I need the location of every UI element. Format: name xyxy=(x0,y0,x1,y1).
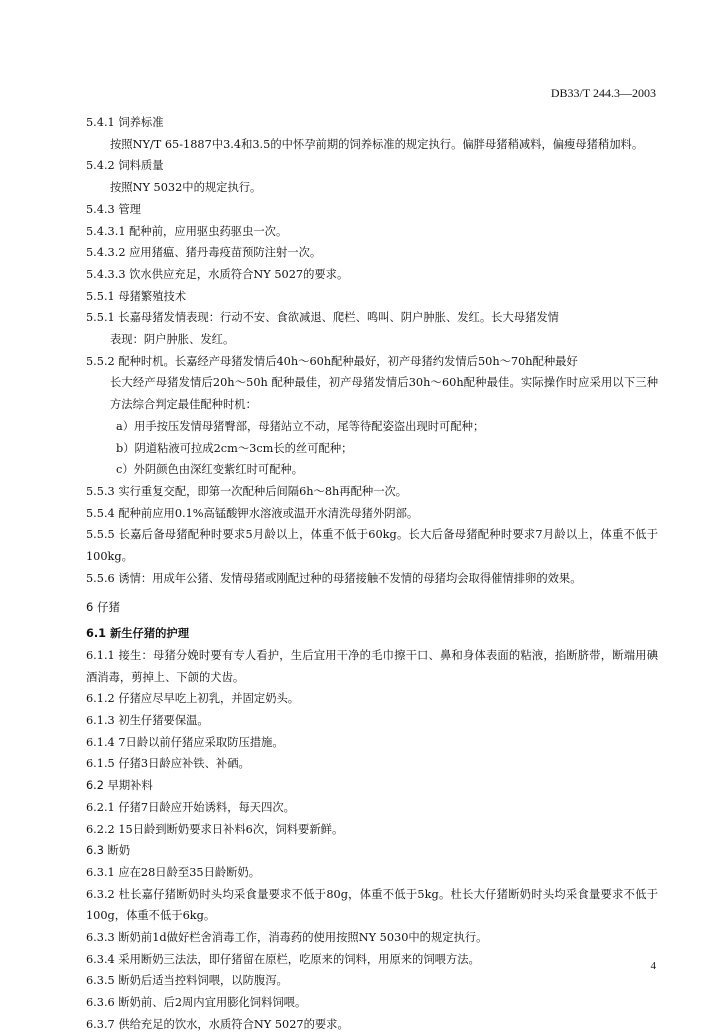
list-item-a: a）用手按压发情母猪臀部，母猪站立不动，尾等待配姿盗出现时可配种； xyxy=(116,419,485,433)
list-item-b: b）阴道粘液可拉成2cm～3cm长的丝可配种； xyxy=(116,441,353,455)
clause-5-4-3-1: 5.4.3.1 配种前，应用驱虫药驱虫一次。 xyxy=(86,224,288,238)
clause-5-5-1-cont: 表现：阴户肿胀、发红。 xyxy=(110,333,235,347)
paragraph: 按照NY 5032中的规定执行。 xyxy=(110,181,262,195)
clause-6-3-2: 6.3.2 杜长嘉仔猪断奶时头均采食量要求不低于80g，体重不低于5kg。杜长大仔猪断奶时头均采食量要求不低于100g，体重不低于6kg。 xyxy=(86,887,658,923)
clause-5-4-2: 5.4.2 饲料质量 xyxy=(86,159,164,173)
clause-5-5-1-title: 5.5.1 母猪繁殖技术 xyxy=(86,289,187,303)
section-heading-6: 6 仔猪 xyxy=(86,600,120,615)
clause-5-5-6: 5.5.6 诱情：用成年公猪、发情母猪或刚配过种的母猪接触不发情的母猪均会取得催情排卵的效果。 xyxy=(86,571,582,585)
clause-5-5-4: 5.5.4 配种前应用0.1%高锰酸钾水溶液或温开水清洗母猪外阴部。 xyxy=(86,506,419,520)
clause-6-3-4: 6.3.4 采用断奶三法法，即仔猪留在原栏，吃原来的饲料，用原来的饲喂方法。 xyxy=(86,952,480,966)
section-heading-6-1: 6.1 新生仔猪的护理 xyxy=(86,627,190,641)
document-code: DB33/T 244.3—2003 xyxy=(550,86,656,100)
clause-5-5-2: 5.5.2 配种时机。长嘉经产母猪发情后40h～60h配种最好，初产母猪约发情后50h～70h配种最好 xyxy=(86,354,578,368)
clause-6-3-6: 6.3.6 断奶前、后2周内宜用膨化饲料饲喂。 xyxy=(86,996,307,1010)
page-number: 4 xyxy=(650,960,656,972)
section-heading-6-2: 6.2 早期补料 xyxy=(86,779,153,793)
document-body xyxy=(86,112,658,1036)
clause-5-4-3-2: 5.4.3.2 应用猪瘟、猪丹毒疫苗预防注射一次。 xyxy=(86,246,322,260)
clause-6-2-1: 6.2.1 仔猪7日龄应开始诱料，每天四次。 xyxy=(86,800,295,814)
section-heading-6-3: 6.3 断奶 xyxy=(86,844,131,858)
clause-5-5-3: 5.5.3 实行重复交配，即第一次配种后间隔6h～8h再配种一次。 xyxy=(86,484,408,498)
clause-6-1-1: 6.1.1 接生：母猪分娩时要有专人看护，生后宜用干净的毛巾擦干口、鼻和身体表面的粘液，掐断脐带，断端用碘酒消毒，剪掉上、下颌的犬齿。 xyxy=(86,648,658,684)
paragraph: 长大经产母猪发情后20h～50h 配种最佳，初产母猪发情后30h～60h配种最佳。实际操作时应采用以下三种方法综合判定最佳配种时机： xyxy=(110,376,658,412)
clause-6-3-7: 6.3.7 供给充足的饮水，水质符合NY 5027的要求。 xyxy=(86,1017,349,1031)
clause-5-4-3: 5.4.3 管理 xyxy=(86,202,141,216)
clause-6-1-2: 6.1.2 仔猪应尽早吃上初乳，并固定奶头。 xyxy=(86,692,300,706)
paragraph: 按照NY/T 65-1887中3.4和3.5的中怀孕前期的饲养标准的规定执行。偏胖母猪稍减料，偏瘦母猪稍加料。 xyxy=(110,137,644,151)
clause-6-1-4: 6.1.4 7日龄以前仔猪应采取防压措施。 xyxy=(86,735,284,749)
clause-6-2-2: 6.2.2 15日龄到断奶要求日补料6次，饲料要新鲜。 xyxy=(86,822,344,836)
clause-5-4-3-3: 5.4.3.3 饮水供应充足，水质符合NY 5027的要求。 xyxy=(86,267,349,281)
clause-6-1-5: 6.1.5 仔猪3日龄应补铁、补硒。 xyxy=(86,757,250,771)
list-item-c: c）外阴颜色由深红变紫红时可配种。 xyxy=(116,463,304,477)
clause-5-4-1: 5.4.1 饲养标准 xyxy=(86,116,164,129)
clause-6-1-3: 6.1.3 初生仔猪要保温。 xyxy=(86,713,209,727)
clause-6-3-3: 6.3.3 断奶前1d做好栏舍消毒工作，消毒药的使用按照NY 5030中的规定执行。 xyxy=(86,931,488,945)
clause-5-5-1: 5.5.1 长嘉母猪发情表现：行动不安、食欲减退、爬栏、鸣叫、阴户肿胀、发红。长大母猪发情 xyxy=(86,311,559,325)
clause-5-5-5: 5.5.5 长嘉后备母猪配种时要求5月龄以上，体重不低于60kg。长大后备母猪配种时要求7月龄以上，体重不低于100kg。 xyxy=(86,528,658,564)
clause-6-3-5: 6.3.5 断奶后适当控料饲喂，以防腹泻。 xyxy=(86,974,288,988)
clause-6-3-1: 6.3.1 应在28日龄至35日龄断奶。 xyxy=(86,865,261,879)
